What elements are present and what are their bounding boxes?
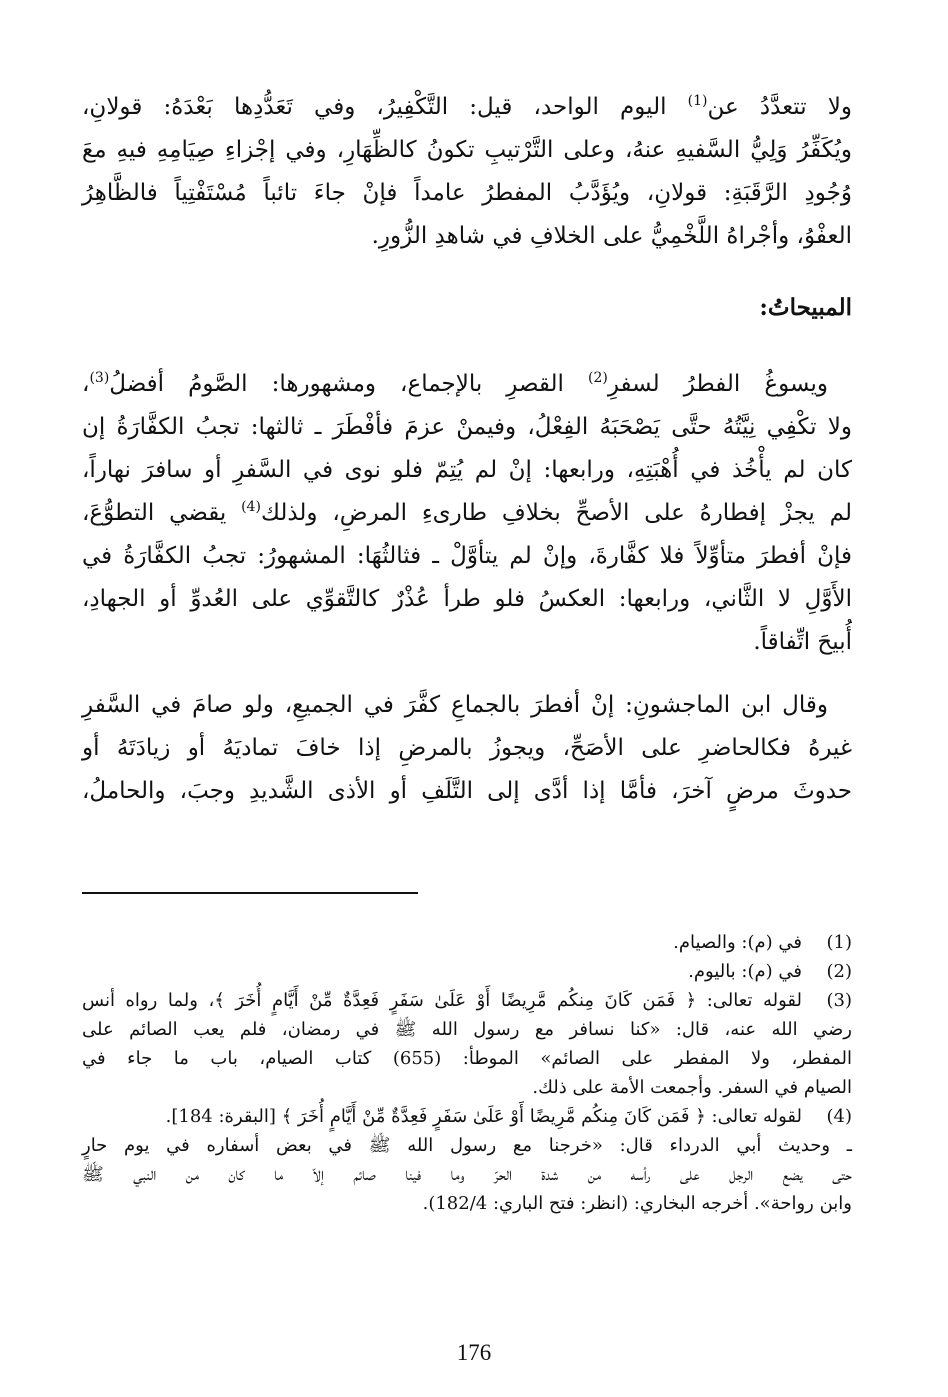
footnote-divider (82, 892, 418, 894)
page-body (82, 86, 852, 813)
footnote-ref-3: (3) (89, 370, 110, 386)
footnote-number: (1) (826, 932, 852, 953)
paragraph-2-line-2: ولا تكْفِي نِيَّتُهُ حتَّى يَصْحَبَهُ الفِعْلُ، وفيمنْ عزمَ فأفْطَرَ ـ ثالثها: تجبُ الكفَّارَةُ إن (82, 414, 852, 440)
footnote-4 (82, 1102, 852, 1218)
footnote-line: لقوله تعالى: ﴿ فَمَن كَانَ مِنكُم مَّرِيضًا أَوْ عَلَىٰ سَفَرٍ فَعِدَّةٌ مِّنْ أَيَّامٍ أُخَرَ ﴾، ولما رواه أنس (82, 990, 802, 1011)
footnote-line: الصيام في السفر. وأجمعت الأمة على ذلك. (532, 1077, 852, 1098)
footnote-line: المفطر، ولا المفطر على الصائم» الموطأ: (655) كتاب الصيام، باب ما جاء في (82, 1048, 852, 1069)
footnote-ref-4: (4) (241, 499, 261, 515)
footnote-2 (82, 957, 852, 986)
footnote-ref-1: (1) (687, 93, 708, 109)
footnote-line: ـ وحديث أبي الدرداء قال: «خرجنا مع رسول الله ﷺ في بعض أسفاره في يوم حارٍ (82, 1135, 852, 1156)
paragraph-2-line-6: الأَوَّلِ لا الثَّاني، ورابعها: العكسُ فلو طرأ عُذْرٌ كالتَّقوِّي على العُدوِّ أو الجهادِ، (82, 586, 852, 612)
paragraph-1 (82, 86, 852, 258)
paragraph-2-line-3: كان لم يأْخُذ في أُهْبَتِهِ، ورابعها: إنْ لم يُتِمّ فلو نوى في السَّفرِ أو سافرَ نهاراً، (82, 457, 852, 483)
paragraph-2 (82, 363, 852, 664)
paragraph-2-line-5: فإنْ أفطرَ متأوِّلاً فلا كفَّارةَ، وإنْ لم يتأوَّلْ ـ فثالثُهَا: المشهورُ: تجبُ الكفَّارَةُ في (82, 543, 852, 569)
paragraph-1-line-3: وُجُودِ الرَّقَبَةِ: قولانِ، ويُؤَدَّبُ المفطرُ عامداً فإنْ جاءَ تائباً مُسْتَفْتِياً فالظَّاهِرُ (82, 180, 852, 206)
footnote-number: (2) (826, 961, 852, 982)
footnote-1 (82, 928, 852, 957)
paragraph-2-line-1: ويسوغُ الفطرُ لسفرِ$^{(2)}$ القصرِ بالإجماع، ومشهورها: الصَّومُ أفضلُ$^{(3)}$، (82, 370, 828, 397)
footnote-number: (4) (826, 1106, 852, 1127)
footnote-ref-2: (2) (587, 370, 608, 386)
footnote-line: لقوله تعالى: ﴿ فَمَن كَانَ مِنكُم مَّرِيضًا أَوْ عَلَىٰ سَفَرٍ فَعِدَّةٌ مِّنْ أَيَّامٍ أُخَرَ ﴾ [البقرة: 184]. (165, 1106, 802, 1127)
paragraph-3 (82, 684, 852, 813)
paragraph-3-line-2: غيرهُ فكالحاضرِ على الأصَحِّ، ويجوزُ بالمرضِ إذا خافَ تماديَهُ أو زيادَتَهُ أو (82, 735, 852, 761)
page-number: 176 (456, 1340, 492, 1365)
paragraph-3-line-1: وقال ابن الماجشونِ: إنْ أفطرَ بالجماعِ كفَّرَ في الجميعِ، ولو صامَ في السَّفرِ (82, 692, 828, 718)
paragraph-2-line-4: لم يجزْ إفطارهُ على الأصحِّ بخلافِ طارىءِ المرضِ، ولذلك$^{(4)}$ يقضي التطوُّعَ، (82, 499, 852, 526)
paragraph-2-line-7: أُبيحَ اتِّفاقاً. (753, 629, 852, 655)
footnotes (82, 928, 852, 1218)
footnote-text: في (م): باليوم. (688, 961, 802, 982)
footnote-line: رضي الله عنه، قال: «كنا نسافر مع رسول الله ﷺ في رمضان، فلم يعب الصائم على (82, 1019, 852, 1040)
footnote-line: حتى يضع الرجل على رأسه من شدة الحرّ وما فينا صائم إلاّ ما كان من النبي ﷺ (82, 1164, 852, 1185)
paragraph-3-line-3: حدوثَ مرضٍ آخرَ، فأمَّا إذا أدَّى إلى التَّلَفِ أو الأذى الشَّديدِ وجبَ، والحاملُ، (82, 778, 852, 804)
footnote-number: (3) (826, 990, 852, 1011)
section-heading: المبيحاتُ: (759, 294, 852, 321)
paragraph-1-line-4: العفْوُ، وأجْراهُ اللَّخْمِيُّ على الخلافِ في شاهدِ الزُّورِ. (371, 223, 852, 249)
paragraph-1-line-1: ولا تتعدَّدُ عن$^{(1)}$ اليوم الواحد، قيل: التَّكْفِيرُ، وفي تَعَدُّدِها بَعْدَهُ: قولانِ، (82, 93, 852, 120)
footnote-line: وابن رواحة». أخرجه البخاري: (انظر: فتح الباري: 182/4). (422, 1193, 852, 1214)
paragraph-1-line-2: ويُكَفِّرُ وَلِيُّ السَّفيهِ عنهُ، وعلى التَّرْتيبِ تكونُ كالظِّهَارِ، وفي إجْزاءِ صِيَامِهِ فيهِ معَ (82, 137, 852, 163)
footnote-3 (82, 986, 852, 1102)
footnote-text: في (م): والصيام. (673, 932, 802, 953)
